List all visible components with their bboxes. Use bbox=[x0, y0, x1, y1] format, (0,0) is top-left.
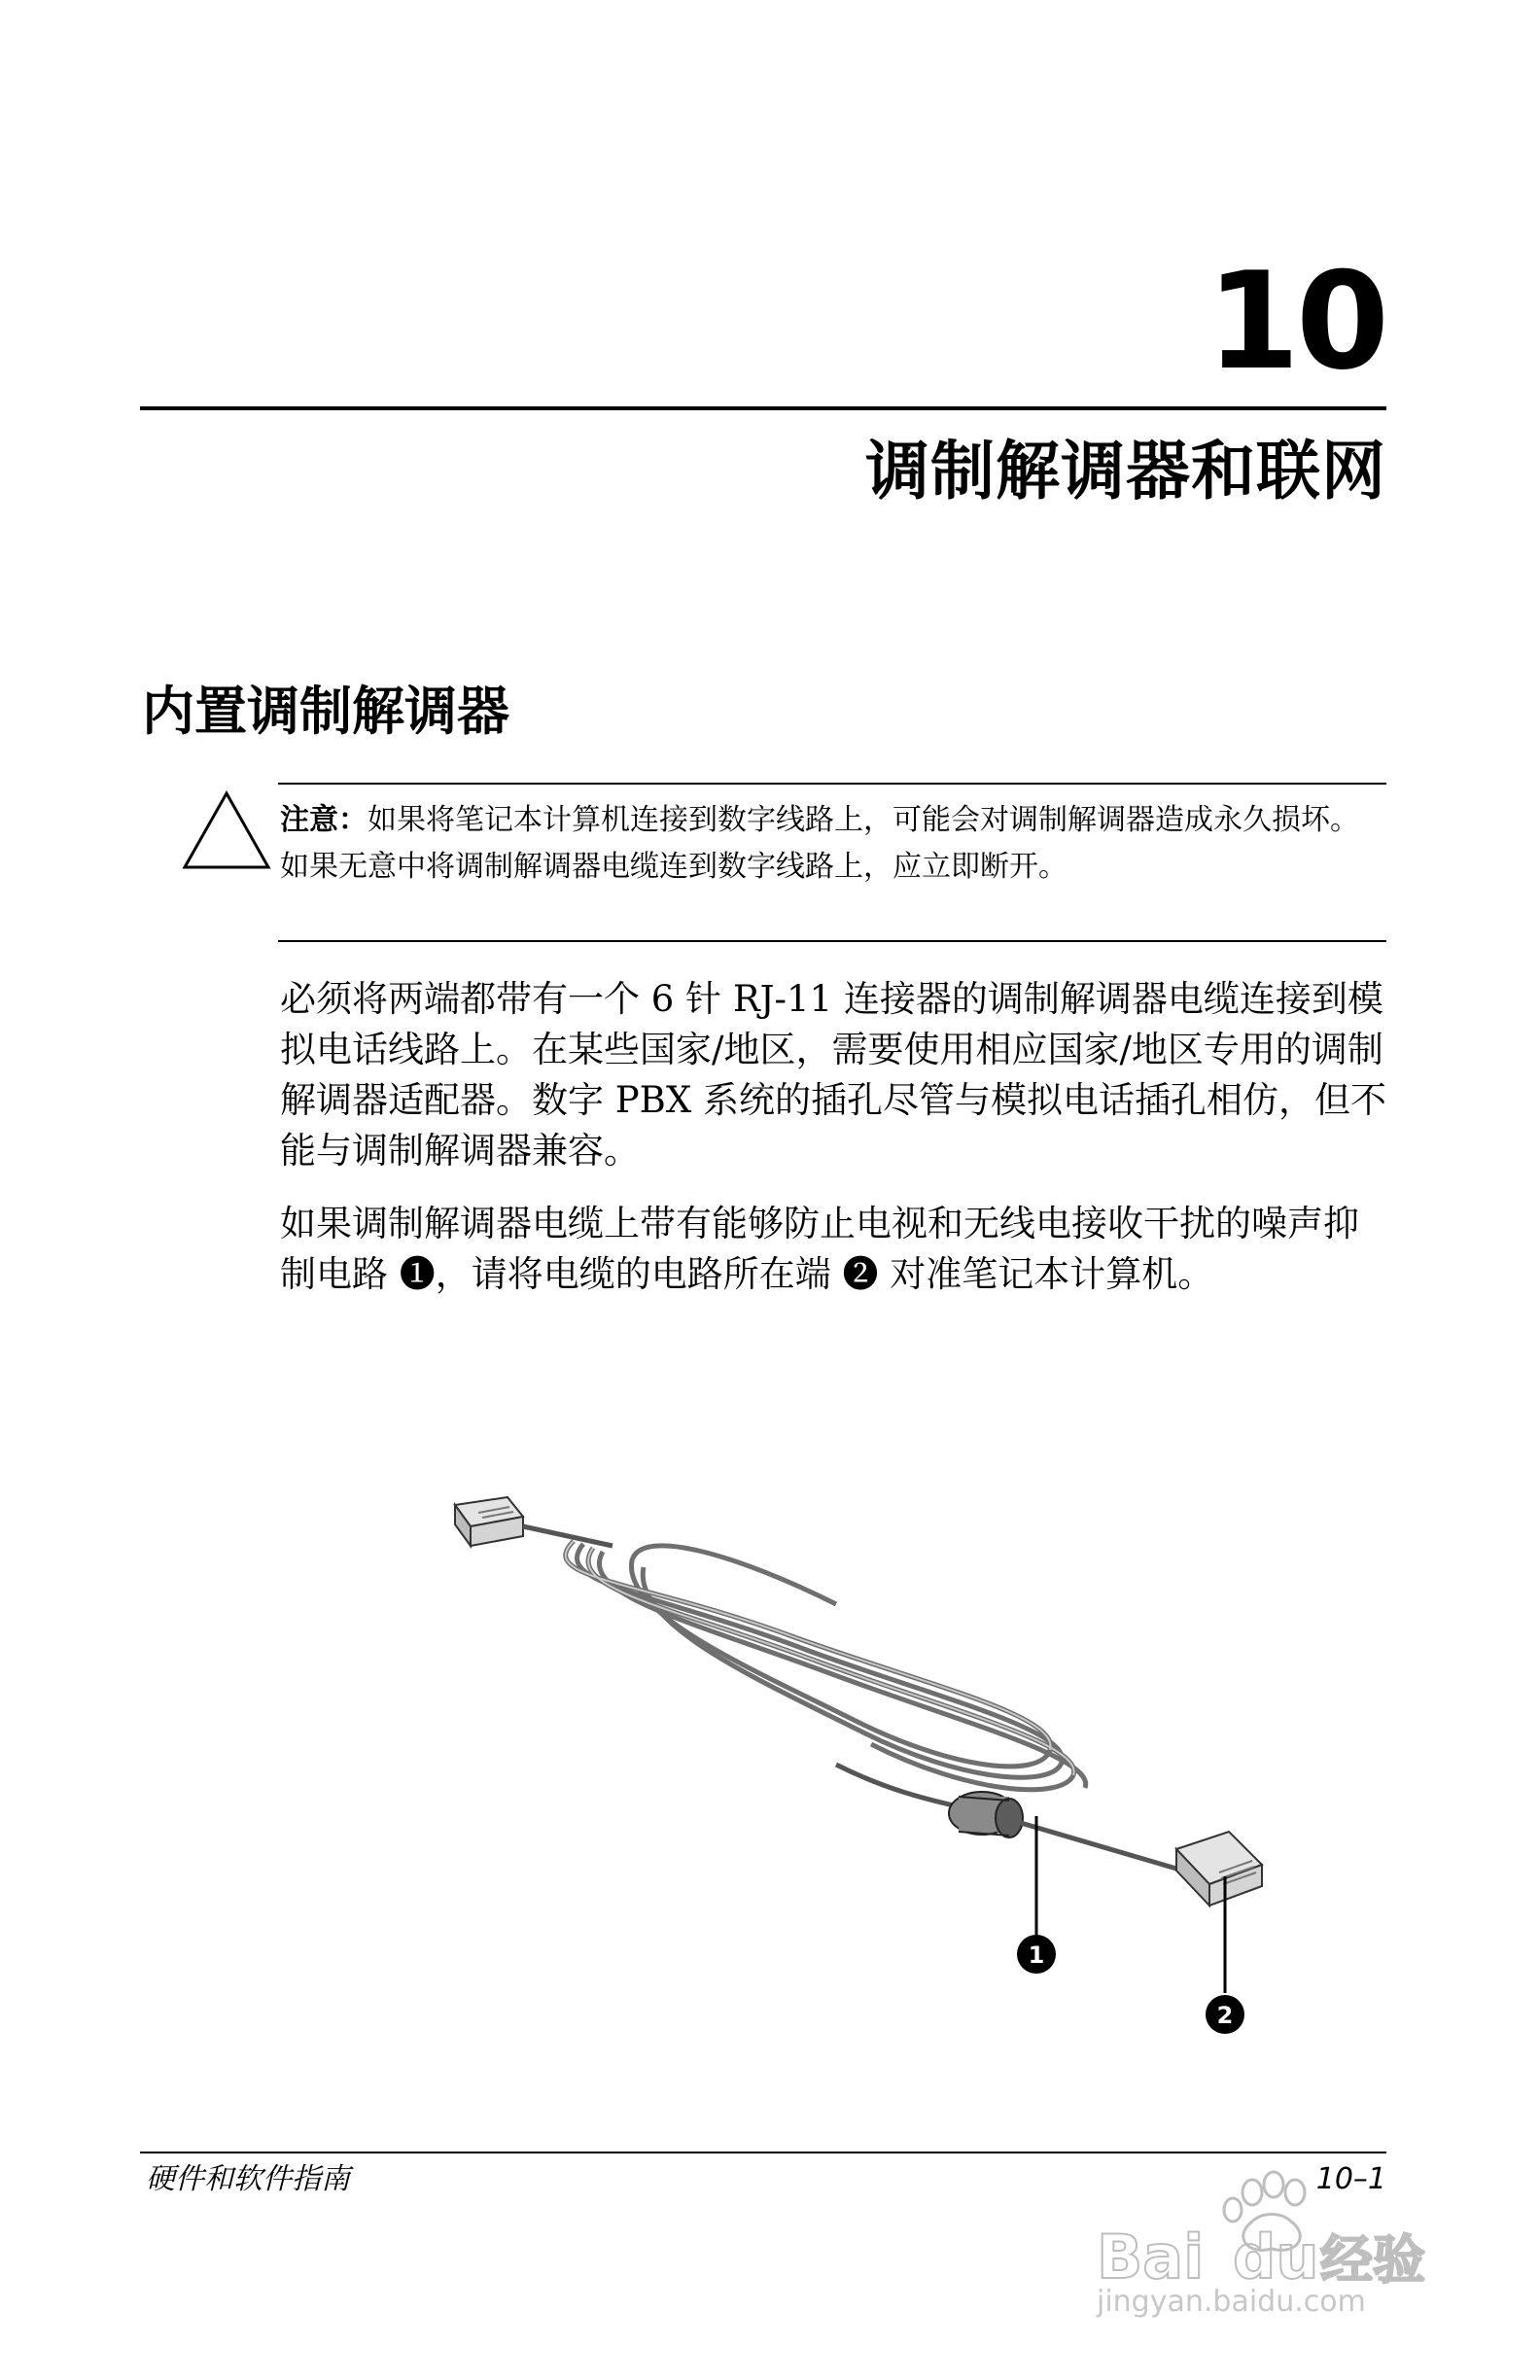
caution-triangle-icon bbox=[181, 789, 272, 871]
callout-2-badge bbox=[1206, 1995, 1244, 2034]
chapter-number: 10 bbox=[1206, 243, 1385, 400]
caution-bottom-rule bbox=[278, 940, 1386, 942]
ferrite-bead-icon bbox=[949, 1792, 1023, 1838]
caution-notice bbox=[280, 797, 1369, 891]
caution-body: 如果将笔记本计算机连接到数字线路上，可能会对调制解调器造成永久损坏。如果无意中将调制解调器电缆连到数字线路上，应立即断开。 bbox=[280, 803, 1359, 884]
footer-rule bbox=[140, 2152, 1386, 2153]
callout-2-label: 2 bbox=[1216, 2002, 1234, 2029]
left-connector-icon bbox=[455, 1497, 523, 1546]
callout-1-badge bbox=[1017, 1935, 1056, 1974]
footer-book-title: 硬件和软件指南 bbox=[146, 2162, 350, 2196]
chapter-title: 调制解调器和联网 bbox=[865, 434, 1386, 508]
caution-label: 注意： bbox=[280, 803, 368, 837]
chapter-rule bbox=[140, 406, 1386, 410]
baidu-jingyan-watermark-logo bbox=[1087, 2163, 1437, 2319]
modem-cable-illustration bbox=[428, 1488, 1400, 2071]
callout-1-label: 1 bbox=[1028, 1942, 1045, 1969]
body-paragraph-1: 必须将两端都带有一个 6 针 RJ-11 连接器的调制解调器电缆连接到模拟电话线路上。在某些国家/地区，需要使用相应国家/地区专用的调制解调器适配器。数字 PBX 系统的插孔尽管与模拟电话插孔相仿，但不能与调制解调器兼容。 bbox=[280, 978, 1386, 1172]
footer-page-number: 10–1 bbox=[1315, 2162, 1386, 2196]
caution-top-rule bbox=[278, 783, 1386, 785]
body-paragraph-2: 如果调制解调器电缆上带有能够防止电视和无线电接收干扰的噪声抑制电路 ❶，请将电缆的电路所在端 ❷ 对准笔记本计算机。 bbox=[280, 1203, 1359, 1295]
svg-text:经验: 经验 bbox=[1320, 2229, 1425, 2291]
section-title: 内置调制解调器 bbox=[142, 681, 509, 742]
right-connector-icon bbox=[1176, 1832, 1262, 1906]
svg-text:jingyan.baidu.com: jingyan.baidu.com bbox=[1097, 2285, 1366, 2319]
svg-text:Bai: Bai bbox=[1097, 2222, 1205, 2292]
svg-text:du: du bbox=[1233, 2222, 1319, 2292]
